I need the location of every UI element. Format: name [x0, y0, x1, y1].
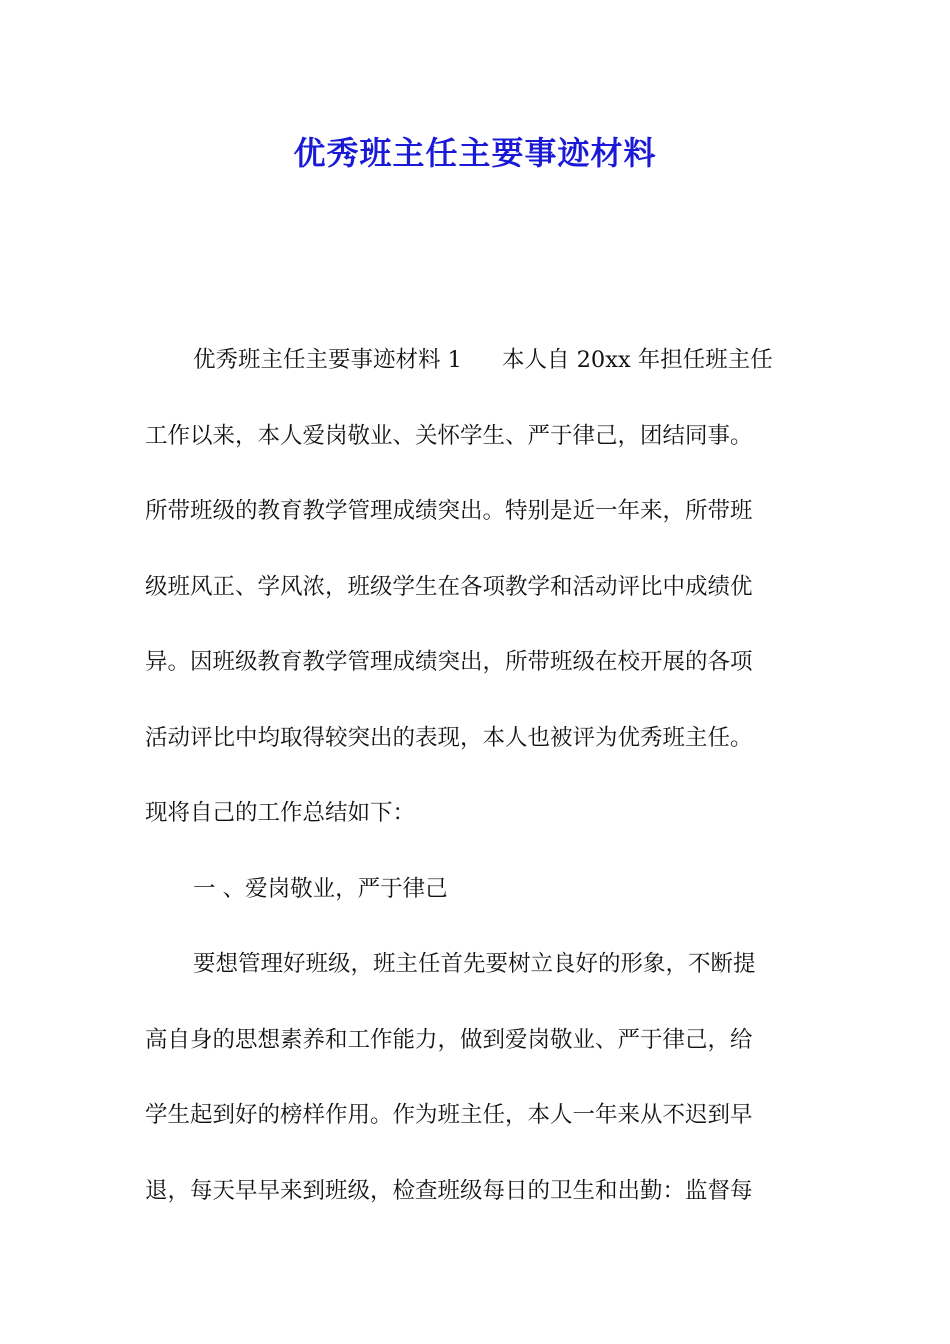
- document-body: [145, 338, 815, 1244]
- paragraph-line: 学生起到好的榜样作用。作为班主任，本人一年来从不迟到早: [145, 1102, 753, 1128]
- paragraph-line: 要想管理好班级，班主任首先要树立良好的形象，不断提: [193, 951, 756, 977]
- paragraph-line: 异。因班级教育教学管理成绩突出，所带班级在校开展的各项: [145, 649, 753, 675]
- paragraph-line: 现将自己的工作总结如下：: [145, 800, 416, 826]
- paragraph-line: 级班风正、学风浓，班级学生在各项教学和活动评比中成绩优: [145, 573, 753, 600]
- section-heading-inline: 优秀班主任主要事迹材料 1: [193, 347, 462, 373]
- document-title: 优秀班主任主要事迹材料: [293, 134, 657, 172]
- paragraph-line: 活动评比中均取得较突出的表现，本人也被评为优秀班主任。: [145, 724, 753, 751]
- paragraph-line: 工作以来，本人爱岗敬业、关怀学生、严于律己，团结同事。: [145, 422, 753, 449]
- paragraph-line: [145, 338, 815, 414]
- paragraph-start: 本人自 20xx 年担任班主任: [501, 347, 773, 373]
- paragraph-line: 所带班级的教育教学管理成绩突出。特别是近一年来，所带班: [145, 498, 753, 524]
- paragraph-line: 退，每天早早来到班级，检查班级每日的卫生和出勤：监督每: [145, 1177, 753, 1204]
- paragraph-line: 高自身的思想素养和工作能力，做到爱岗敬业、严于律己，给: [145, 1026, 753, 1053]
- section-heading: 一 、爱岗敬业，严于律己: [193, 875, 448, 902]
